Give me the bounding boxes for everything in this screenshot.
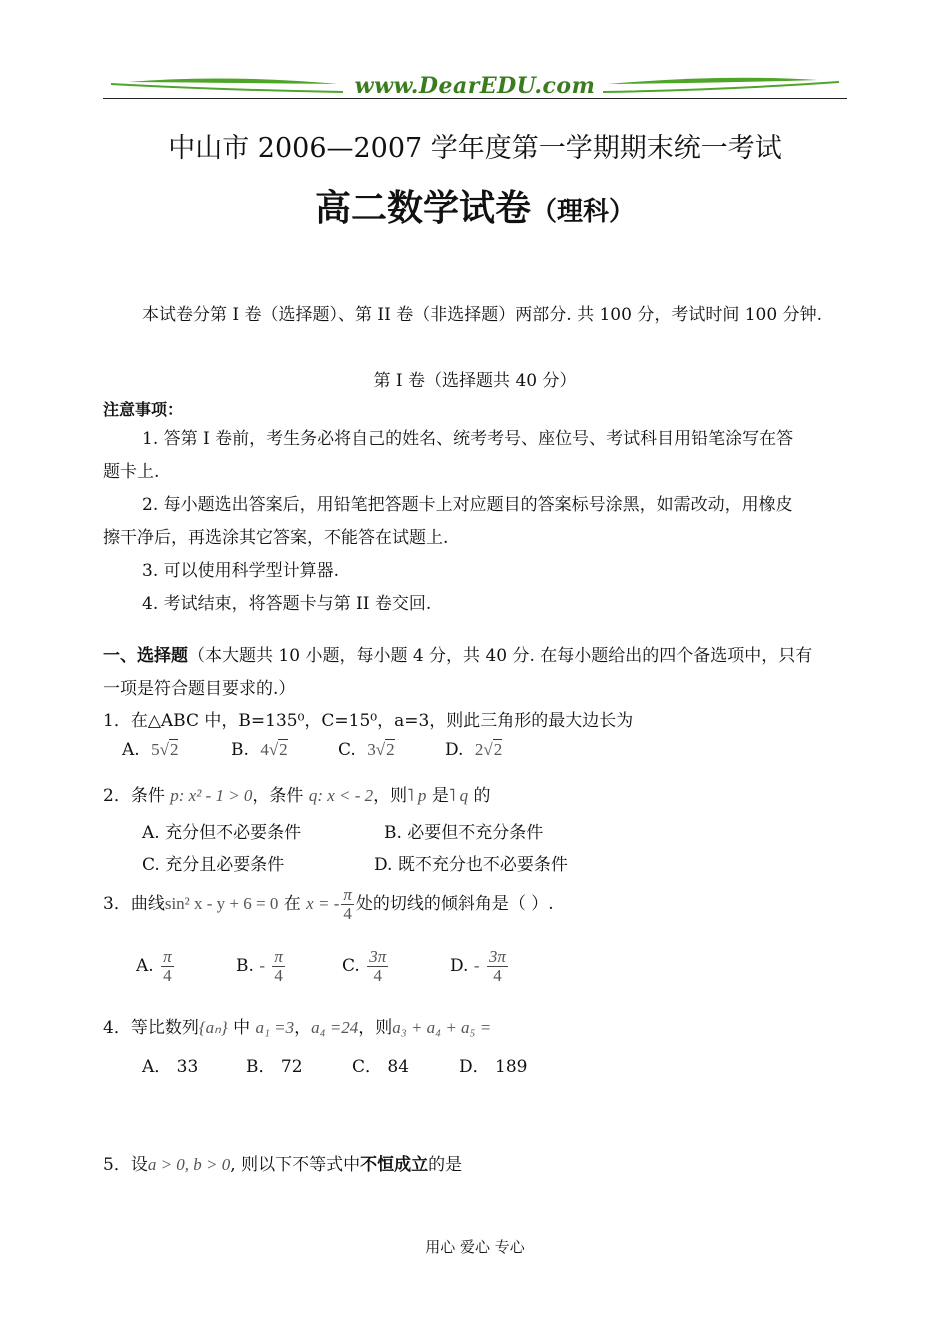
intro-text: 本试卷分第 I 卷（选择题）、第 II 卷（非选择题）两部分. 共 100 分，考试时间 100 分钟. [142, 305, 822, 325]
notice-item-3: 3. 可以使用科学型计算器. [142, 561, 340, 581]
q2-stem: 2．条件 p: x² - 1 > 0，条件 q: x < - 2，则˥ p 是˥ q 的 [103, 786, 491, 806]
q1-choice-d: D. 2√2 [445, 740, 503, 760]
q2-choice-a: A. 充分但不必要条件 [142, 823, 302, 843]
notice-heading: 注意事项： [103, 400, 184, 419]
part1-heading-line [103, 641, 812, 666]
q3-choice-b: B. - $\frac{\pi}{4}$ [236, 947, 283, 985]
q4-choice-a: A． 33 [142, 1057, 199, 1077]
q3-stem: 3．曲线sin² x - y + 6 = 0 在 x = - $\frac{\pi}{4}$ 处的切线的倾斜角是（ ）. [103, 885, 554, 923]
notice-item-2: 2. 每小题选出答案后，用铅笔把答题卡上对应题目的答案标号涂黑，如需改动，用橡皮 [142, 495, 793, 515]
notice-item-1-cont: 题卡上. [103, 462, 160, 482]
section-title: 第 I 卷（选择题共 40 分） [373, 371, 577, 391]
q2-choice-d: D. 既不充分也不必要条件 [374, 855, 568, 875]
sqrt-icon: √2 [375, 740, 395, 759]
q3-fraction: $\frac{\pi}{4}$ [343, 885, 352, 923]
notice-item-4: 4. 考试结束，将答题卡与第 II 卷交回. [142, 594, 432, 614]
q5-stem: 5．设a > 0, b > 0, 则以下不等式中不恒成立的是 [103, 1155, 463, 1175]
q1-choice-b: B. 4√2 [231, 740, 288, 760]
q4-choice-d: D． 189 [459, 1057, 528, 1077]
q3-choice-a: A. $\frac{\pi}{4}$ [136, 947, 172, 985]
sqrt-icon: √2 [268, 740, 288, 759]
q2-choice-b: B. 必要但不充分条件 [384, 823, 544, 843]
part1-desc-cont: 一项是符合题目要求的.） [103, 679, 296, 699]
q1-choice-c: C. 3√2 [338, 740, 395, 760]
part1-desc: （本大题共 10 小题，每小题 4 分，共 40 分. 在每小题给出的四个备选项中，只有 [188, 646, 813, 666]
sqrt-icon: √2 [159, 740, 179, 759]
site-logo: www.DearEDU.com [354, 73, 596, 99]
notice-item-2-cont: 擦干净后，再选涂其它答案，不能答在试题上. [103, 528, 449, 548]
part1-heading: 一、选择题 [103, 646, 188, 666]
paper-title [0, 180, 950, 231]
q4-choice-b: B． 72 [246, 1057, 303, 1077]
q1-choice-a: A. 5√2 [122, 740, 179, 760]
q4-choice-c: C． 84 [352, 1057, 410, 1077]
q2-choice-c: C. 充分且必要条件 [142, 855, 285, 875]
q1-stem: 1．在△ABC 中，B=135⁰，C=15⁰，a=3，则此三角形的最大边长为 [103, 711, 634, 731]
notice-item-1: 1. 答第 I 卷前，考生务必将自己的姓名、统考考号、座位号、考试科目用铅笔涂写在答 [142, 429, 794, 449]
paper-title-main: 高二数学试卷 [314, 187, 531, 229]
q3-choice-c: C. $\frac{3\pi}{4}$ [342, 947, 387, 985]
page-footer: 用心 爱心 专心 [425, 1238, 525, 1256]
paper-title-sub: （理科） [531, 197, 636, 227]
header-rule [103, 98, 847, 99]
q4-stem: 4．等比数列{aₙ} 中 a₁ =3，a₄ =24，则a₃ + a₄ + a₅ = [103, 1018, 492, 1038]
q3-choice-d: D. - $\frac{3\pi}{4}$ [450, 947, 506, 985]
exam-title: 中山市 2006—2007 学年度第一学期期末统一考试 [168, 133, 782, 164]
sqrt-icon: √2 [483, 740, 503, 759]
